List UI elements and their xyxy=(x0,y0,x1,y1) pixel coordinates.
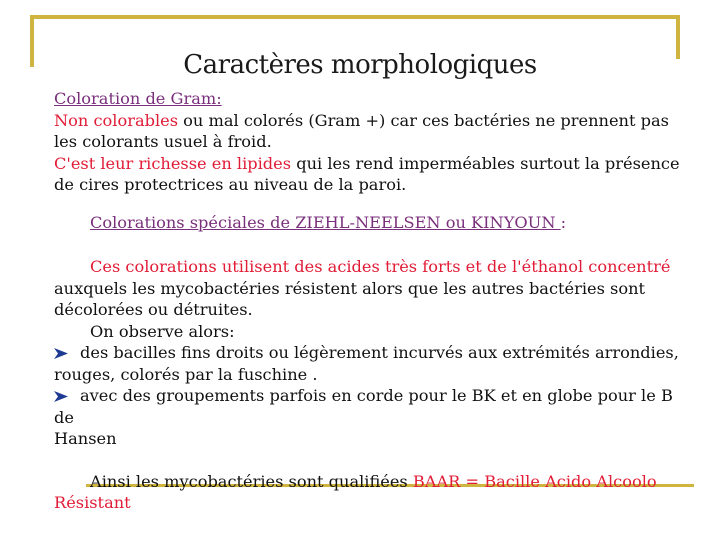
gram-highlight-2: C'est leur richesse en lipides xyxy=(54,153,292,173)
special-heading-colon: : xyxy=(560,213,567,232)
bullet-1-text: des bacilles fins droits ou légèrement incurvés aux extrémités arrondies, xyxy=(80,343,679,362)
gram-line-2: les colorants usuel à froid. xyxy=(54,132,272,151)
gram-highlight-1: Non colorables xyxy=(54,110,179,130)
special-heading: Colorations spéciales de ZIEHL-NEELSEN ou KINYOUN xyxy=(90,213,561,232)
slide-title: Caractères morphologiques xyxy=(183,50,537,80)
gram-heading: Coloration de Gram: xyxy=(54,89,222,108)
special-section xyxy=(54,256,694,514)
gram-line-3 xyxy=(54,153,694,175)
gram-text-3: qui les rend imperméables surtout la présence xyxy=(291,153,680,173)
special-heading-row xyxy=(54,212,694,234)
conclusion-text: Ainsi les mycobactéries sont qualifiées xyxy=(90,471,413,491)
observe-line: On observe alors: xyxy=(90,321,235,341)
bullet-2 xyxy=(54,385,694,428)
gram-line-4: de cires protectrices au niveau de la paroi. xyxy=(54,175,407,194)
gram-text-1: ou mal colorés (Gram +) car ces bactéries ne prennent pas xyxy=(178,110,669,130)
special-para-line-3: décolorées ou détruites. xyxy=(54,300,253,319)
bullet-1-line-2: rouges, colorés par la fuschine . xyxy=(54,364,318,384)
special-para-line-1: Ces colorations utilisent des acides très forts et de l'éthanol concentré xyxy=(90,257,671,276)
bullet-1 xyxy=(54,342,694,364)
gram-line-1 xyxy=(54,110,694,132)
bullet-2-line-2: Hansen xyxy=(54,429,117,448)
frame-top-line xyxy=(30,15,678,19)
arrow-bullet-icon xyxy=(54,391,68,402)
conclusion-line-2: Résistant xyxy=(54,493,131,512)
arrow-bullet-icon xyxy=(54,348,68,359)
gram-section xyxy=(54,88,694,196)
conclusion-highlight: BAAR = Bacille Acido Alcoolo xyxy=(412,471,657,491)
bullet-2-text: avec des groupements parfois en corde pour le BK et en globe pour le B de xyxy=(54,386,673,427)
special-para-line-2: auxquels les mycobactéries résistent alors que les autres bactéries sont xyxy=(54,278,646,298)
conclusion-line-1 xyxy=(54,471,694,493)
